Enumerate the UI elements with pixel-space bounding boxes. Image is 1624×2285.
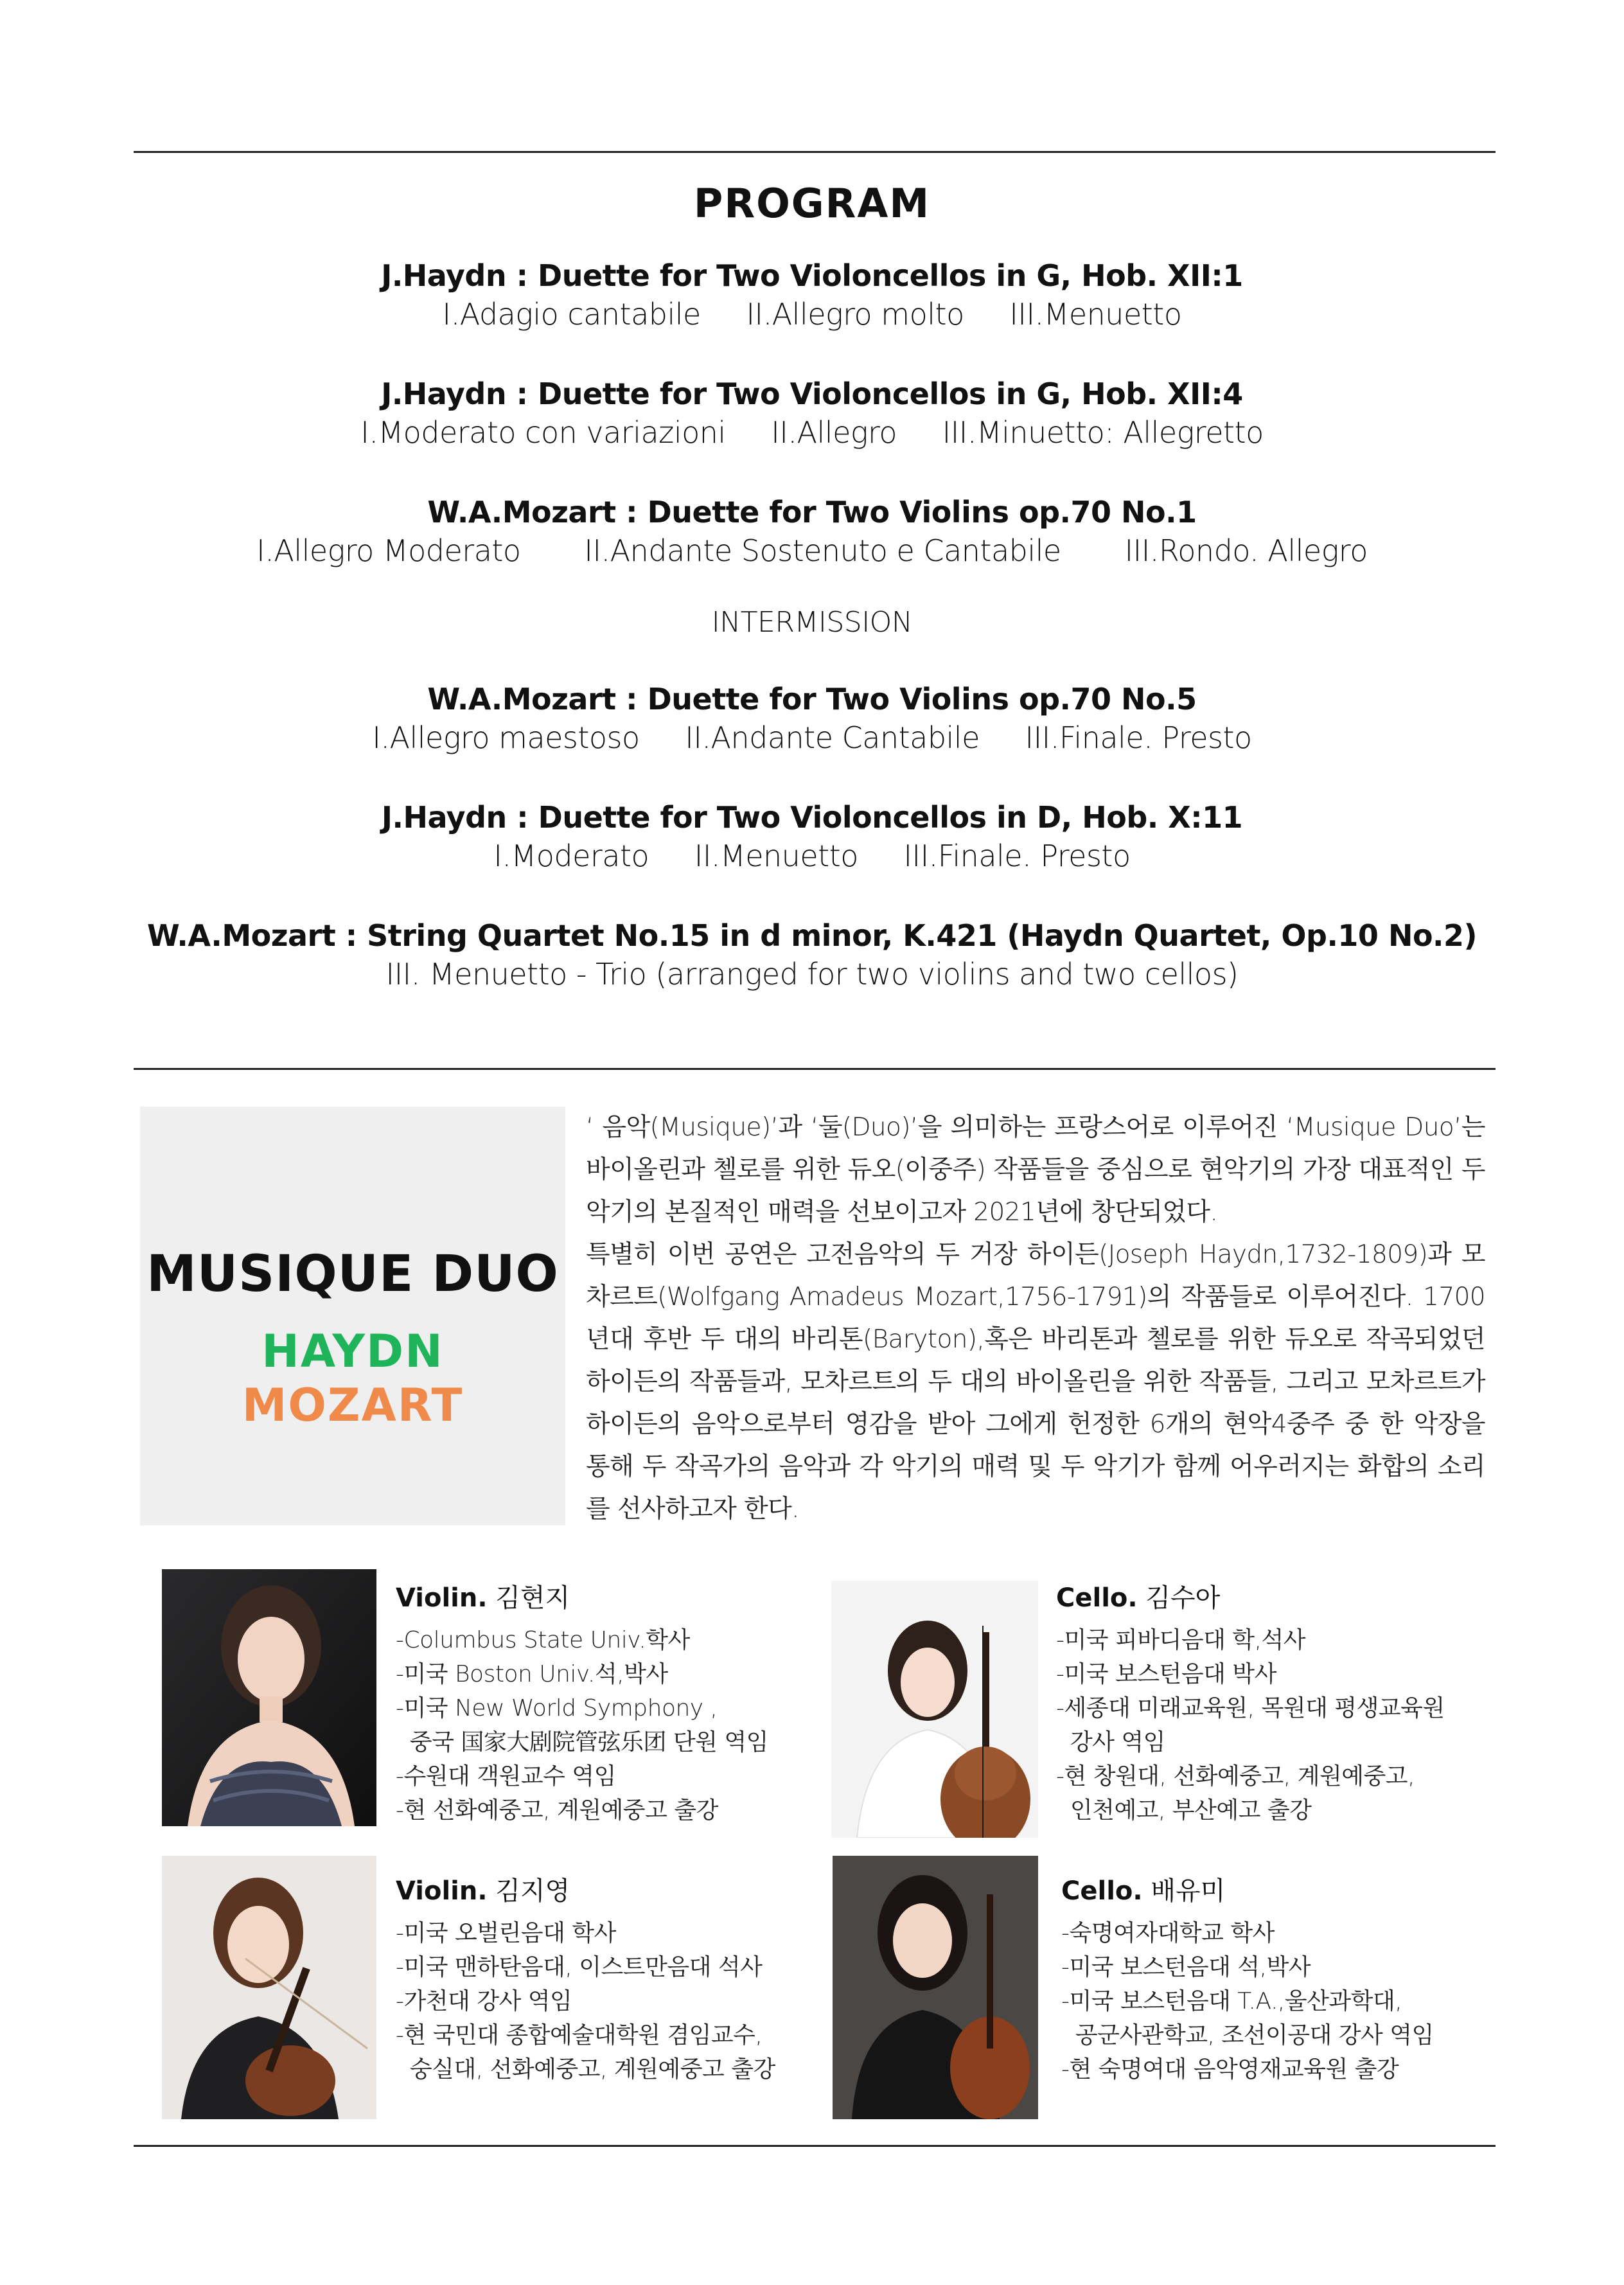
piece-movements: I.Allegro Moderato II.Andante Sostenuto e Cantabile III.Rondo. Allegro — [256, 533, 1368, 568]
piece-title: J.Haydn : Duette for Two Violoncellos in G, Hob. XII:4 — [381, 377, 1243, 411]
bio-line: -미국 오벌린음대 학사 — [396, 1920, 616, 1946]
performer-heading — [396, 1875, 775, 1907]
performer-role: Violin. — [396, 1583, 488, 1613]
bio-line: -현 선화예중고, 계원예중고 출강 — [396, 1797, 718, 1824]
bio-line: -수원대 객원교수 역임 — [396, 1763, 616, 1790]
bio-line: -현 창원대, 선화예중고, 계원예중고, — [1056, 1763, 1415, 1790]
performer-name: 김현지 — [495, 1583, 570, 1613]
ensemble-intro — [586, 1107, 1485, 1531]
bio-line: -현 숙명여대 음악영재교육원 출강 — [1061, 2056, 1399, 2083]
piece-title: W.A.Mozart : Duette for Two Violins op.70 No.1 — [427, 495, 1197, 529]
performer-heading — [396, 1582, 768, 1614]
program-piece — [0, 375, 1624, 452]
bio-line: -미국 맨하탄음대, 이스트만음대 석사 — [396, 1954, 763, 1980]
bio-line: 인천예고, 부산예고 출강 — [1056, 1797, 1312, 1824]
performer-bio — [396, 1582, 768, 1827]
performer-role: Cello. — [1056, 1583, 1138, 1613]
bio-line: -숙명여자대학교 학사 — [1061, 1920, 1275, 1946]
ensemble-name: MUSIQUE DUO — [146, 1245, 559, 1303]
piece-movements: III. Menuetto - Trio (arranged for two violins and two cellos) — [385, 957, 1239, 991]
performer-photo — [833, 1856, 1038, 2119]
ensemble-logo-box — [140, 1107, 565, 1525]
intro-paragraph: ‘ 음악(Musique)’과 ‘둘(Duo)’을 의미하는 프랑스어로 이루어진 ‘Musique Duo’는 바이올린과 첼로를 위한 듀오(이중주) 작품들을 중심으로 현악기의 가장 대표적인 두 악기의 본질적인 매력을 선보이고자 2021년에 창단되었다. — [586, 1113, 1485, 1227]
piece-movements: I.Adagio cantabile II.Allegro molto III.Menuetto — [442, 297, 1182, 332]
program-piece — [0, 256, 1624, 333]
performer-bio — [1061, 1875, 1434, 2086]
piece-movements: I.Moderato II.Menuetto III.Finale. Presto — [493, 839, 1131, 873]
bio-line: -미국 보스턴음대 박사 — [1056, 1661, 1276, 1687]
performer-heading — [1061, 1875, 1434, 1907]
program-piece — [0, 798, 1624, 875]
performer-role: Violin. — [396, 1876, 488, 1906]
bio-line: -미국 보스턴음대 T.A.,울산과학대, — [1061, 1988, 1402, 2014]
performer-photo — [162, 1569, 376, 1826]
program-title: PROGRAM — [693, 180, 931, 227]
performer-photo — [831, 1581, 1038, 1838]
performer-bio — [1056, 1582, 1445, 1827]
bio-line: 숭실대, 선화예중고, 계원예중고 출강 — [396, 2056, 775, 2083]
performer-name: 배유미 — [1151, 1876, 1226, 1906]
middle-rule — [134, 1068, 1496, 1070]
bio-line: -미국 피바디음대 학,석사 — [1056, 1627, 1306, 1653]
performer-name: 김지영 — [495, 1876, 570, 1906]
piece-movements: I.Moderato con variazioni II.Allegro III.Minuetto: Allegretto — [360, 415, 1264, 450]
piece-title: W.A.Mozart : Duette for Two Violins op.70 No.5 — [427, 682, 1197, 716]
program-piece — [0, 916, 1624, 993]
bio-line: -세종대 미래교육원, 목원대 평생교육원 — [1056, 1695, 1445, 1721]
bio-line: 중국 国家大剧院管弦乐团 단원 역임 — [396, 1729, 768, 1756]
composer-haydn: HAYDN — [261, 1325, 444, 1378]
piece-title: J.Haydn : Duette for Two Violoncellos in D, Hob. X:11 — [381, 800, 1243, 835]
intro-paragraph: 특별히 이번 공연은 고전음악의 두 거장 하이든(Joseph Haydn,1732-1809)과 모차르트(Wolfgang Amadeus Mozart,1756-1791)의 작품들로 이루어진다. 1700년대 후반 두 대의 바리톤(Baryton),혹은 바리톤과 첼로를 위한 듀오로 작곡되었던 하이든의 작품들과, 모차르트의 두 대의 바이올린을 위한 작품들, 그리고 모차르트가 하이든의 음악으로부터 영감을 받아 그에게 헌정한 6개의 현악4중주 중 한 악장을 통해 두 작곡가의 음악과 각 악기의 매력 및 두 악기가 함께 어우러지는 화합의 소리를 선사하고자 한다. — [586, 1240, 1485, 1524]
program-piece — [0, 493, 1624, 570]
program-piece — [0, 680, 1624, 757]
composer-mozart: MOZART — [242, 1379, 464, 1432]
performer-role: Cello. — [1061, 1876, 1143, 1906]
bottom-rule — [134, 2145, 1496, 2147]
intermission-label: INTERMISSION — [711, 606, 913, 639]
piece-title: W.A.Mozart : String Quartet No.15 in d minor, K.421 (Haydn Quartet, Op.10 No.2) — [146, 918, 1478, 953]
bio-line: -미국 보스턴음대 석,박사 — [1061, 1954, 1311, 1980]
piece-movements: I.Allegro maestoso II.Andante Cantabile III.Finale. Presto — [372, 720, 1252, 755]
performer-name: 김수아 — [1145, 1583, 1221, 1613]
bio-line: -미국 Boston Univ.석,박사 — [396, 1661, 668, 1687]
performer-bio — [396, 1875, 775, 2086]
performer-heading — [1056, 1582, 1445, 1614]
bio-line: 공군사관학교, 조선이공대 강사 역임 — [1061, 2022, 1434, 2049]
bio-line: -현 국민대 종합예술대학원 겸임교수, — [396, 2022, 763, 2049]
piece-title: J.Haydn : Duette for Two Violoncellos in G, Hob. XII:1 — [381, 258, 1243, 293]
program-section — [0, 154, 1624, 1035]
bio-line: -Columbus State Univ.학사 — [396, 1627, 690, 1653]
bio-line: 강사 역임 — [1056, 1729, 1165, 1756]
top-rule — [134, 151, 1496, 153]
bio-line: -가천대 강사 역임 — [396, 1988, 572, 2014]
bio-line: -미국 New World Symphony , — [396, 1695, 718, 1721]
performer-photo — [162, 1856, 376, 2119]
